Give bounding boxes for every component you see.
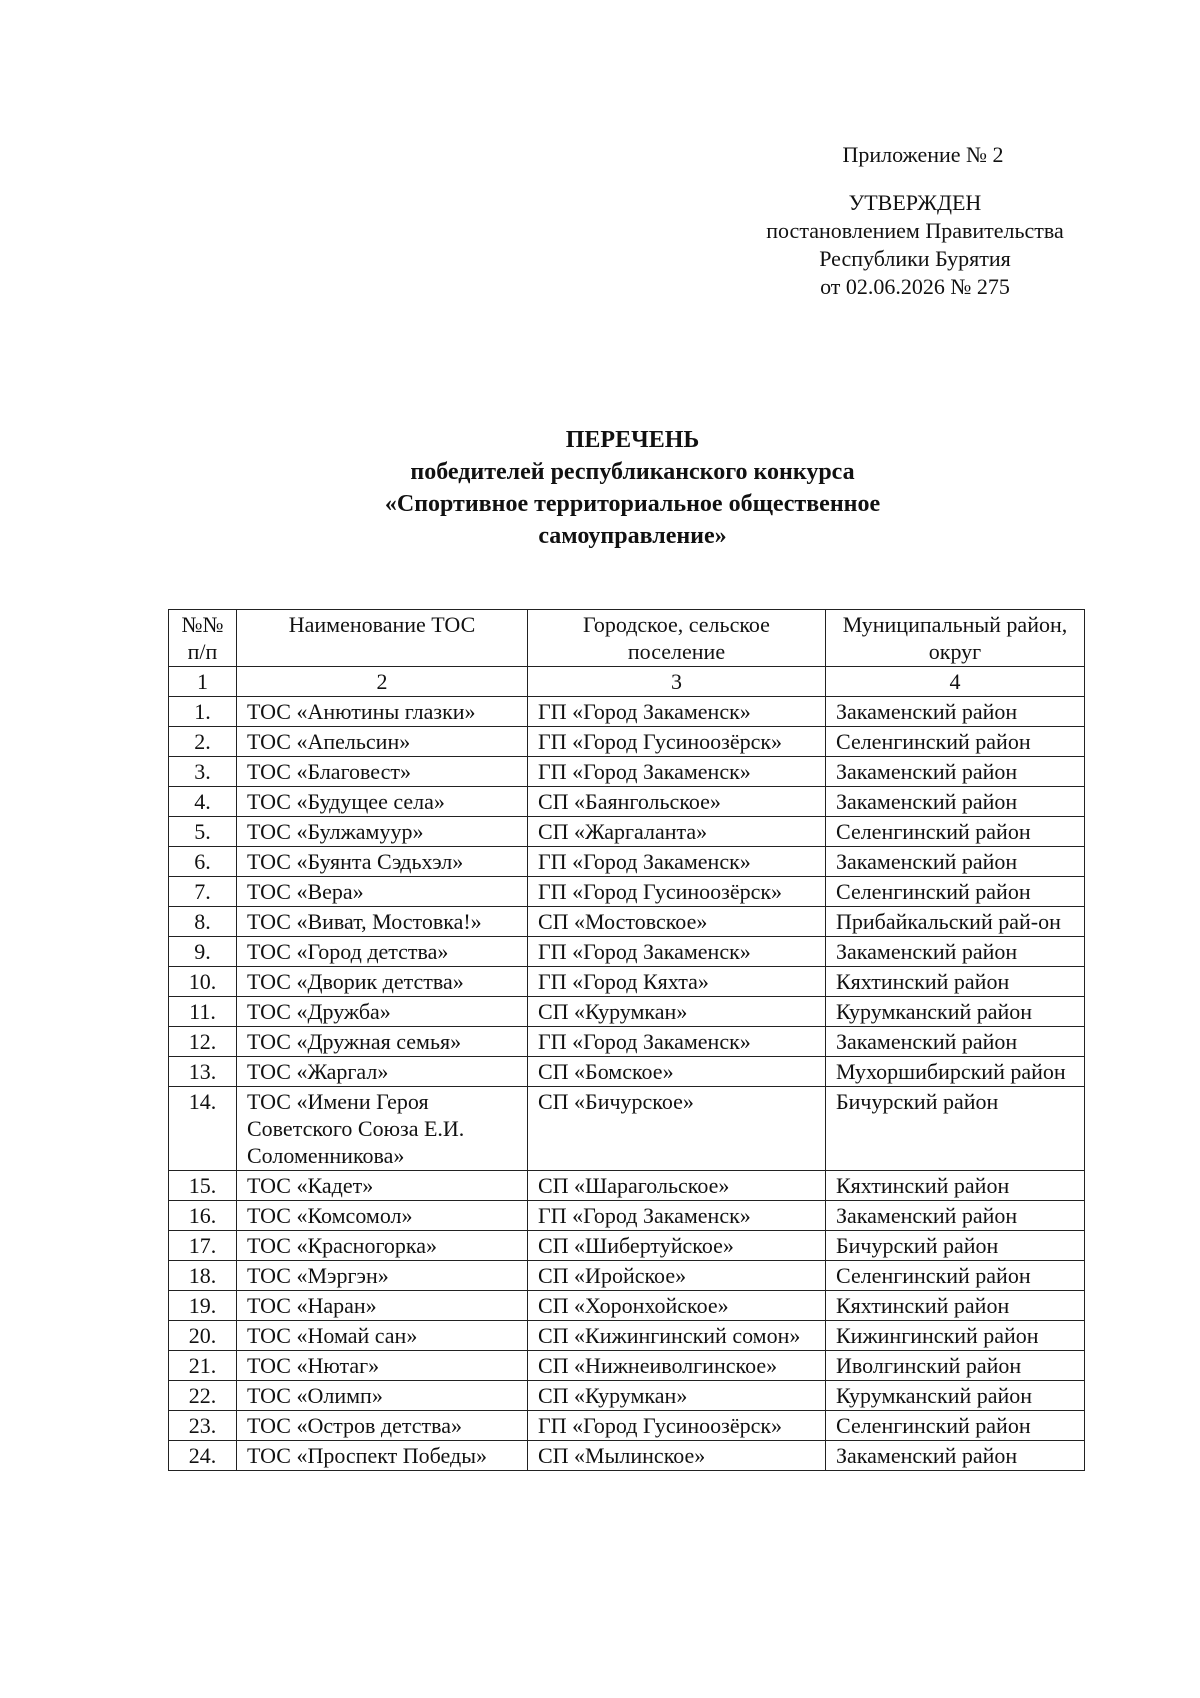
district-name: Прибайкальский рай-он bbox=[826, 907, 1085, 937]
settlement-name: СП «Жаргаланта» bbox=[528, 817, 826, 847]
district-name: Закаменский район bbox=[826, 697, 1085, 727]
row-number: 23. bbox=[169, 1411, 237, 1441]
district-name: Кяхтинский район bbox=[826, 1291, 1085, 1321]
row-number: 6. bbox=[169, 847, 237, 877]
tos-name: ТОС «Благовест» bbox=[237, 757, 528, 787]
district-name: Селенгинский район bbox=[826, 817, 1085, 847]
district-name: Иволгинский район bbox=[826, 1351, 1085, 1381]
table-row bbox=[169, 877, 1085, 907]
tos-name: ТОС «Анютины глазки» bbox=[237, 697, 528, 727]
header-district: Муниципальный район, округ bbox=[826, 610, 1085, 667]
tos-name: ТОС «Имени Героя Советского Союза Е.И. Соломенникова» bbox=[237, 1087, 528, 1171]
table-row bbox=[169, 1087, 1085, 1171]
table-row bbox=[169, 1171, 1085, 1201]
row-number: 5. bbox=[169, 817, 237, 847]
row-number: 14. bbox=[169, 1087, 237, 1171]
row-number: 18. bbox=[169, 1261, 237, 1291]
title-line-3: «Спортивное территориальное общественное bbox=[384, 491, 881, 517]
row-number: 15. bbox=[169, 1171, 237, 1201]
tos-name: ТОС «Апельсин» bbox=[237, 727, 528, 757]
settlement-name: СП «Курумкан» bbox=[528, 997, 826, 1027]
settlement-name: СП «Хоронхойское» bbox=[528, 1291, 826, 1321]
settlement-name: СП «Шарагольское» bbox=[528, 1171, 826, 1201]
column-number: 2 bbox=[237, 667, 528, 697]
district-name: Закаменский район bbox=[826, 1201, 1085, 1231]
tos-name: ТОС «Олимп» bbox=[237, 1381, 528, 1411]
tos-name: ТОС «Булжамуур» bbox=[237, 817, 528, 847]
settlement-name: ГП «Город Закаменск» bbox=[528, 1201, 826, 1231]
table-row bbox=[169, 1381, 1085, 1411]
approved-by-region: Республики Бурятия bbox=[819, 246, 1011, 271]
table-header-row bbox=[169, 610, 1085, 667]
table-row bbox=[169, 1201, 1085, 1231]
header-settlement: Городское, сельское поселение bbox=[528, 610, 826, 667]
table-row bbox=[169, 1441, 1085, 1471]
tos-name: ТОС «Дружная семья» bbox=[237, 1027, 528, 1057]
document-title bbox=[160, 424, 1105, 552]
table-row bbox=[169, 967, 1085, 997]
row-number: 8. bbox=[169, 907, 237, 937]
settlement-name: СП «Мылинское» bbox=[528, 1441, 826, 1471]
tos-name: ТОС «Комсомол» bbox=[237, 1201, 528, 1231]
approved-date-number: от 02.06.2026 № 275 bbox=[820, 274, 1010, 299]
tos-name: ТОС «Номай сан» bbox=[237, 1321, 528, 1351]
tos-name: ТОС «Проспект Победы» bbox=[237, 1441, 528, 1471]
tos-name: ТОС «Красногорка» bbox=[237, 1231, 528, 1261]
settlement-name: ГП «Город Закаменск» bbox=[528, 697, 826, 727]
settlement-name: ГП «Город Закаменск» bbox=[528, 937, 826, 967]
column-number: 3 bbox=[528, 667, 826, 697]
district-name: Селенгинский район bbox=[826, 727, 1085, 757]
tos-name: ТОС «Мэргэн» bbox=[237, 1261, 528, 1291]
title-line-2: победителей республиканского конкурса bbox=[410, 459, 855, 485]
district-name: Курумканский район bbox=[826, 1381, 1085, 1411]
tos-name: ТОС «Дружба» bbox=[237, 997, 528, 1027]
tos-name: ТОС «Нютаг» bbox=[237, 1351, 528, 1381]
district-name: Бичурский район bbox=[826, 1231, 1085, 1261]
table-row bbox=[169, 1411, 1085, 1441]
table-row bbox=[169, 757, 1085, 787]
settlement-name: СП «Мостовское» bbox=[528, 907, 826, 937]
district-name: Закаменский район bbox=[826, 847, 1085, 877]
row-number: 12. bbox=[169, 1027, 237, 1057]
settlement-name: ГП «Город Закаменск» bbox=[528, 847, 826, 877]
column-number: 1 bbox=[169, 667, 237, 697]
settlement-name: ГП «Город Закаменск» bbox=[528, 757, 826, 787]
settlement-name: ГП «Город Закаменск» bbox=[528, 1027, 826, 1057]
tos-name: ТОС «Будущее села» bbox=[237, 787, 528, 817]
district-name: Закаменский район bbox=[826, 757, 1085, 787]
district-name: Закаменский район bbox=[826, 787, 1085, 817]
winners-table bbox=[168, 609, 1085, 1471]
table-row bbox=[169, 787, 1085, 817]
table-row bbox=[169, 727, 1085, 757]
row-number: 11. bbox=[169, 997, 237, 1027]
table-row bbox=[169, 1027, 1085, 1057]
row-number: 10. bbox=[169, 967, 237, 997]
table-row bbox=[169, 907, 1085, 937]
header-number: №№ п/п bbox=[169, 610, 237, 667]
district-name: Селенгинский район bbox=[826, 877, 1085, 907]
row-number: 7. bbox=[169, 877, 237, 907]
row-number: 2. bbox=[169, 727, 237, 757]
district-name: Кижингинский район bbox=[826, 1321, 1085, 1351]
column-number: 4 bbox=[826, 667, 1085, 697]
settlement-name: ГП «Город Гусиноозёрск» bbox=[528, 727, 826, 757]
settlement-name: ГП «Город Кяхта» bbox=[528, 967, 826, 997]
row-number: 3. bbox=[169, 757, 237, 787]
tos-name: ТОС «Остров детства» bbox=[237, 1411, 528, 1441]
row-number: 9. bbox=[169, 937, 237, 967]
table-row bbox=[169, 847, 1085, 877]
title-line-4: самоуправление» bbox=[538, 523, 727, 549]
district-name: Закаменский район bbox=[826, 1027, 1085, 1057]
settlement-name: СП «Шибертуйское» bbox=[528, 1231, 826, 1261]
settlement-name: СП «Курумкан» bbox=[528, 1381, 826, 1411]
settlement-name: СП «Бомское» bbox=[528, 1057, 826, 1087]
row-number: 1. bbox=[169, 697, 237, 727]
appendix-label: Приложение № 2 bbox=[842, 142, 1004, 167]
table-row bbox=[169, 1291, 1085, 1321]
settlement-name: СП «Бичурское» bbox=[528, 1087, 826, 1171]
row-number: 17. bbox=[169, 1231, 237, 1261]
tos-name: ТОС «Вера» bbox=[237, 877, 528, 907]
row-number: 21. bbox=[169, 1351, 237, 1381]
settlement-name: СП «Нижнеиволгинское» bbox=[528, 1351, 826, 1381]
row-number: 4. bbox=[169, 787, 237, 817]
approved-label: УТВЕРЖДЕН bbox=[848, 190, 982, 215]
district-name: Селенгинский район bbox=[826, 1261, 1085, 1291]
approved-by-line: постановлением Правительства bbox=[766, 218, 1064, 243]
table-row bbox=[169, 1057, 1085, 1087]
table-body bbox=[169, 697, 1085, 1471]
tos-name: ТОС «Наран» bbox=[237, 1291, 528, 1321]
title-line-1: ПЕРЕЧЕНЬ bbox=[565, 427, 700, 453]
tos-name: ТОС «Дворик детства» bbox=[237, 967, 528, 997]
table-row bbox=[169, 997, 1085, 1027]
district-name: Бичурский район bbox=[826, 1087, 1085, 1171]
settlement-name: СП «Кижингинский сомон» bbox=[528, 1321, 826, 1351]
header-tos-name: Наименование ТОС bbox=[237, 610, 528, 667]
district-name: Кяхтинский район bbox=[826, 967, 1085, 997]
settlement-name: ГП «Город Гусиноозёрск» bbox=[528, 877, 826, 907]
table-row bbox=[169, 1231, 1085, 1261]
column-number-row bbox=[169, 667, 1085, 697]
row-number: 13. bbox=[169, 1057, 237, 1087]
tos-name: ТОС «Город детства» bbox=[237, 937, 528, 967]
district-name: Кяхтинский район bbox=[826, 1171, 1085, 1201]
district-name: Мухоршибирский район bbox=[826, 1057, 1085, 1087]
settlement-name: ГП «Город Гусиноозёрск» bbox=[528, 1411, 826, 1441]
district-name: Закаменский район bbox=[826, 937, 1085, 967]
table-row bbox=[169, 1261, 1085, 1291]
row-number: 24. bbox=[169, 1441, 237, 1471]
tos-name: ТОС «Буянта Сэдьхэл» bbox=[237, 847, 528, 877]
table-row bbox=[169, 1321, 1085, 1351]
table-row bbox=[169, 1351, 1085, 1381]
row-number: 16. bbox=[169, 1201, 237, 1231]
approval-stamp bbox=[745, 141, 1085, 301]
district-name: Закаменский район bbox=[826, 1441, 1085, 1471]
table-row bbox=[169, 937, 1085, 967]
district-name: Селенгинский район bbox=[826, 1411, 1085, 1441]
tos-name: ТОС «Жаргал» bbox=[237, 1057, 528, 1087]
row-number: 20. bbox=[169, 1321, 237, 1351]
settlement-name: СП «Иройское» bbox=[528, 1261, 826, 1291]
table-row bbox=[169, 817, 1085, 847]
tos-name: ТОС «Кадет» bbox=[237, 1171, 528, 1201]
row-number: 22. bbox=[169, 1381, 237, 1411]
tos-name: ТОС «Виват, Мостовка!» bbox=[237, 907, 528, 937]
district-name: Курумканский район bbox=[826, 997, 1085, 1027]
table-row bbox=[169, 697, 1085, 727]
settlement-name: СП «Баянгольское» bbox=[528, 787, 826, 817]
row-number: 19. bbox=[169, 1291, 237, 1321]
